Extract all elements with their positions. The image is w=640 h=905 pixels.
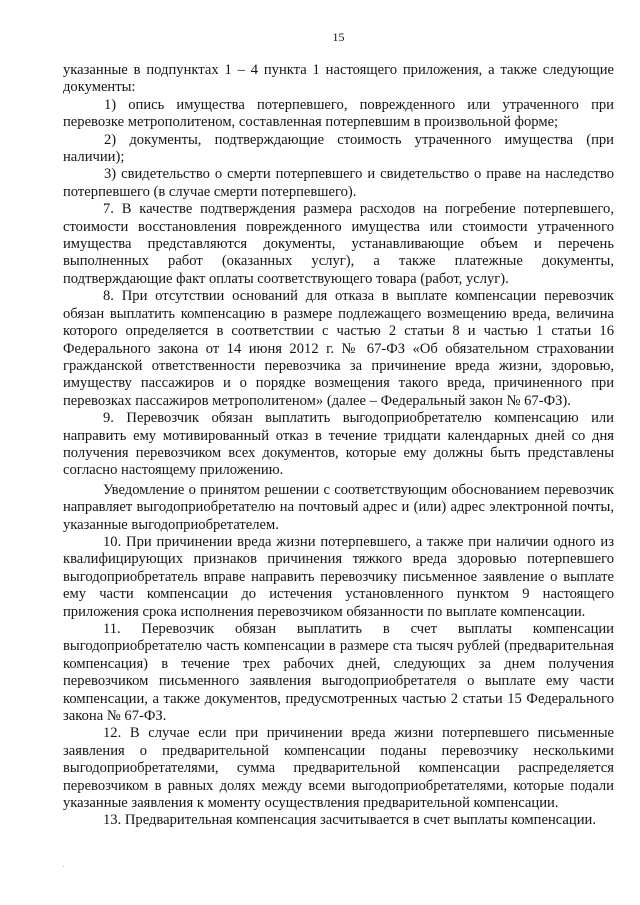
clause-9-notification: Уведомление о принятом решении с соответствующим обоснованием перевозчик направляет выгодоприобретателю на почтовый адрес и (или) адрес электронной почты, указанные выгодоприобретателем. — [63, 481, 614, 533]
list-item-2: 2) документы, подтверждающие стоимость утраченного имущества (при наличии); — [63, 131, 614, 166]
clause-11: 11. Перевозчик обязан выплатить в счет выплаты компенсации выгодоприобретателю часть компенсации в размере ста тысяч рублей (предварительная компенсация) в течение трех рабочих дней, следующих за днем получения перевозчиком письменного заявления выгодоприобретателя о выплате ему части компенсации, а также документов, предусмотренных частью 2 статьи 15 Федерального закона № 67-ФЗ. — [63, 621, 614, 725]
list-item-3: 3) свидетельство о смерти потерпевшего и свидетельство о праве на наследство потерпевшего (в случае смерти потерпевшего). — [63, 166, 614, 200]
clause-7: 7. В качестве подтверждения размера расходов на погребение потерпевшего, стоимости восстановления поврежденного имущества или стоимости утраченного имущества представляются документы, устанавливающие объем и перечень выполненных работ (оказанных услуг), а также платежные документы, подтверждающие факт оплаты соответствующего товара (работ, услуг). — [63, 201, 614, 287]
clause-12: 12. В случае если при причинении вреда жизни потерпевшего письменные заявления о предварительной компенсации поданы перевозчику несколькими выгодоприобретателями, сумма предварительной компенсации распределяется перевозчиком в равных долях между всеми выгодоприобретателями, которые подали указанные заявления к моменту осуществления предварительной компенсации. — [63, 725, 614, 812]
clause-10: 10. При причинении вреда жизни потерпевшего, а также при наличии одного из квалифицирующих признаков причинения тяжкого вреда здоровью потерпевшего выгодоприобретатель вправе направить перевозчику письменное заявление о выплате ему части компенсации до истечения установленного пунктом 9 настоящего приложения срока исполнения перевозчиком обязанности по выплате компенсации. — [63, 533, 614, 620]
list-item-1: 1) опись имущества потерпевшего, поврежденного или утраченного при перевозке метрополитеном, составленная потерпевшим в произвольной форме; — [63, 96, 614, 131]
paragraph-continuation: указанные в подпунктах 1 – 4 пункта 1 настоящего приложения, а также следующие документы: — [63, 62, 614, 96]
clause-13: 13. Предварительная компенсация засчитывается в счет выплаты компенсации. — [103, 812, 596, 829]
clause-8: 8. При отсутствии оснований для отказа в выплате компенсации перевозчик обязан выплатить компенсацию в размере подлежащего возмещению вреда, величина которого определяется в соответствии с частью 2 статьи 8 и частью 1 статьи 16 Федерального закона от 14 июня 2012 г. № 67-ФЗ «Об обязательном страховании гражданской ответственности перевозчика за причинение вреда жизни, здоровью, имуществу пассажиров и о порядке возмещения такого вреда, причиненного при перевозках пассажиров метрополитеном» (далее – Федеральный закон № 67-ФЗ). — [63, 288, 614, 409]
scan-speck — [63, 866, 64, 867]
page-number: 15 — [332, 30, 345, 44]
clause-9: 9. Перевозчик обязан выплатить выгодоприобретателю компенсацию или направить ему мотивированный отказ в течение тридцати календарных дней со дня получения перевозчиком всех документов, которые ему должны быть представлены согласно настоящему приложению. — [63, 410, 614, 479]
